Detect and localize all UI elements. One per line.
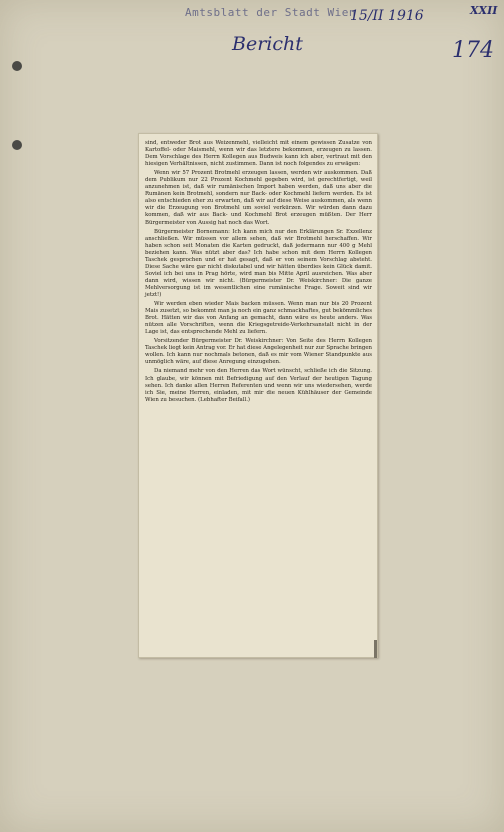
punch-hole <box>12 61 22 71</box>
newspaper-clipping <box>138 133 378 658</box>
clipping-paragraph: Bürgermeister Bornemann: Ich kann mich nur den Erklärungen Sr. Exzellenz anschließen. Wir müssen vor allem sehen, daß wir Brotmehl herschaffen. Wir haben schon seit Monaten die Karten gedruckt, daß jedermann nur 400 g Mehl beziehen kann. Was nützt aber das? Ich habe schon mit dem Herrn Kollegen Taschek gesprochen und er hat gesagt, daß er von seinem Vorschlag absteht. Diese Sache wäre gar nicht diskutabel und wir hätten überdies kein Glück damit. Soviel ich bei uns in Prag hörte, wird man bis Mitte April ausreichen. Was aber dann wird, wissen wir nicht. (Bürgermeister Dr. Weiskirchner: Die ganze Mehlversorgung ist im wesentlichen eine rumänische Frage. Soweit sind wir jetzt!) <box>145 228 372 298</box>
roman-numeral: XXII <box>470 4 498 17</box>
clipping-fold-mark <box>374 640 377 658</box>
clipping-paragraph: Wir werden eben wieder Mais backen müssen. Wenn man nur bis 20 Prozent Mais zusetzt, so bekommt man ja noch ein ganz schmackhaftes, gut bekömmliches Brot. Hätten wir das von Anfang an gemacht, dann wäre es heute anders. Was nützen alle Vorschriften, wenn die Kriegsgetreide-Verkehrsanstalt nicht in der Lage ist, das entsprechende Mehl zu liefern. <box>145 301 372 336</box>
punch-hole <box>12 140 22 150</box>
publication-stamp: Amtsblatt der Stadt Wien <box>185 6 356 19</box>
clipping-paragraph: Wenn wir 57 Prozent Brotmehl erzeugen lassen, werden wir auskommen. Daß dem Publikum nur 22 Prozent Kochmehl gegeben wird, ist gerechtfertigt, weil anzunehmen ist, daß wir rumänischen Import haben werden, daß uns aber die Rumänen kein Brotmehl, sondern nur Back- oder Kochmehl liefern werden. Es ist also entschieden eher zu erwarten, daß wir auf diese Weise auskommen, als wenn wir die Erzeugung von Brotmehl um soviel verkürzen. Wir würden dann dazu kommen, daß wir aus Back- und Kochmehl Brot erzeugen müßten. Der Herr Bürgermeister von Aussig hat noch das Wort. <box>145 170 372 226</box>
clipping-paragraph: Da niemand mehr von den Herren das Wort wünscht, schließe ich die Sitzung. Ich glaube, wir können mit Befriedigung auf den Verlauf der heutigen Tagung sehen. Ich danke allen Herren Referenten und wenn wir uns wiedersehen, werde ich Sie, meine Herren, einladen, mit mir die neuen Kühlhäuser der Gemeinde Wien zu besuchen. (Lebhafter Beifall.) <box>145 368 372 403</box>
clipping-paragraph: sind, entweder Brot aus Weizenmehl, vielleicht mit einem gewissen Zusatze von Kartoffel- oder Maismehl, wenn wir das letztere bekommen, erzeugen zu lassen. Dem Vorschlage des Herrn Kollegen aus Budweis kann ich aber, vertraut mit den hiesigen Verhältnissen, nicht zustimmen. Dann ist noch folgendes zu erwägen: <box>145 140 372 168</box>
page-number: 174 <box>452 38 494 63</box>
handwritten-date: 15/II 1916 <box>350 8 424 24</box>
clipping-paragraph: Vorsitzender Bürgermeister Dr. Weiskirchner: Von Seite des Herrn Kollegen Taschek liegt kein Antrag vor. Er hat diese Angelegenheit nur zur Sprache bringen wollen. Ich kann nur nochmals betonen, daß es mir vom Wiener Standpunkte aus unmöglich wäre, auf diese Anregung einzugehen. <box>145 338 372 366</box>
handwritten-title: Bericht <box>232 33 303 55</box>
